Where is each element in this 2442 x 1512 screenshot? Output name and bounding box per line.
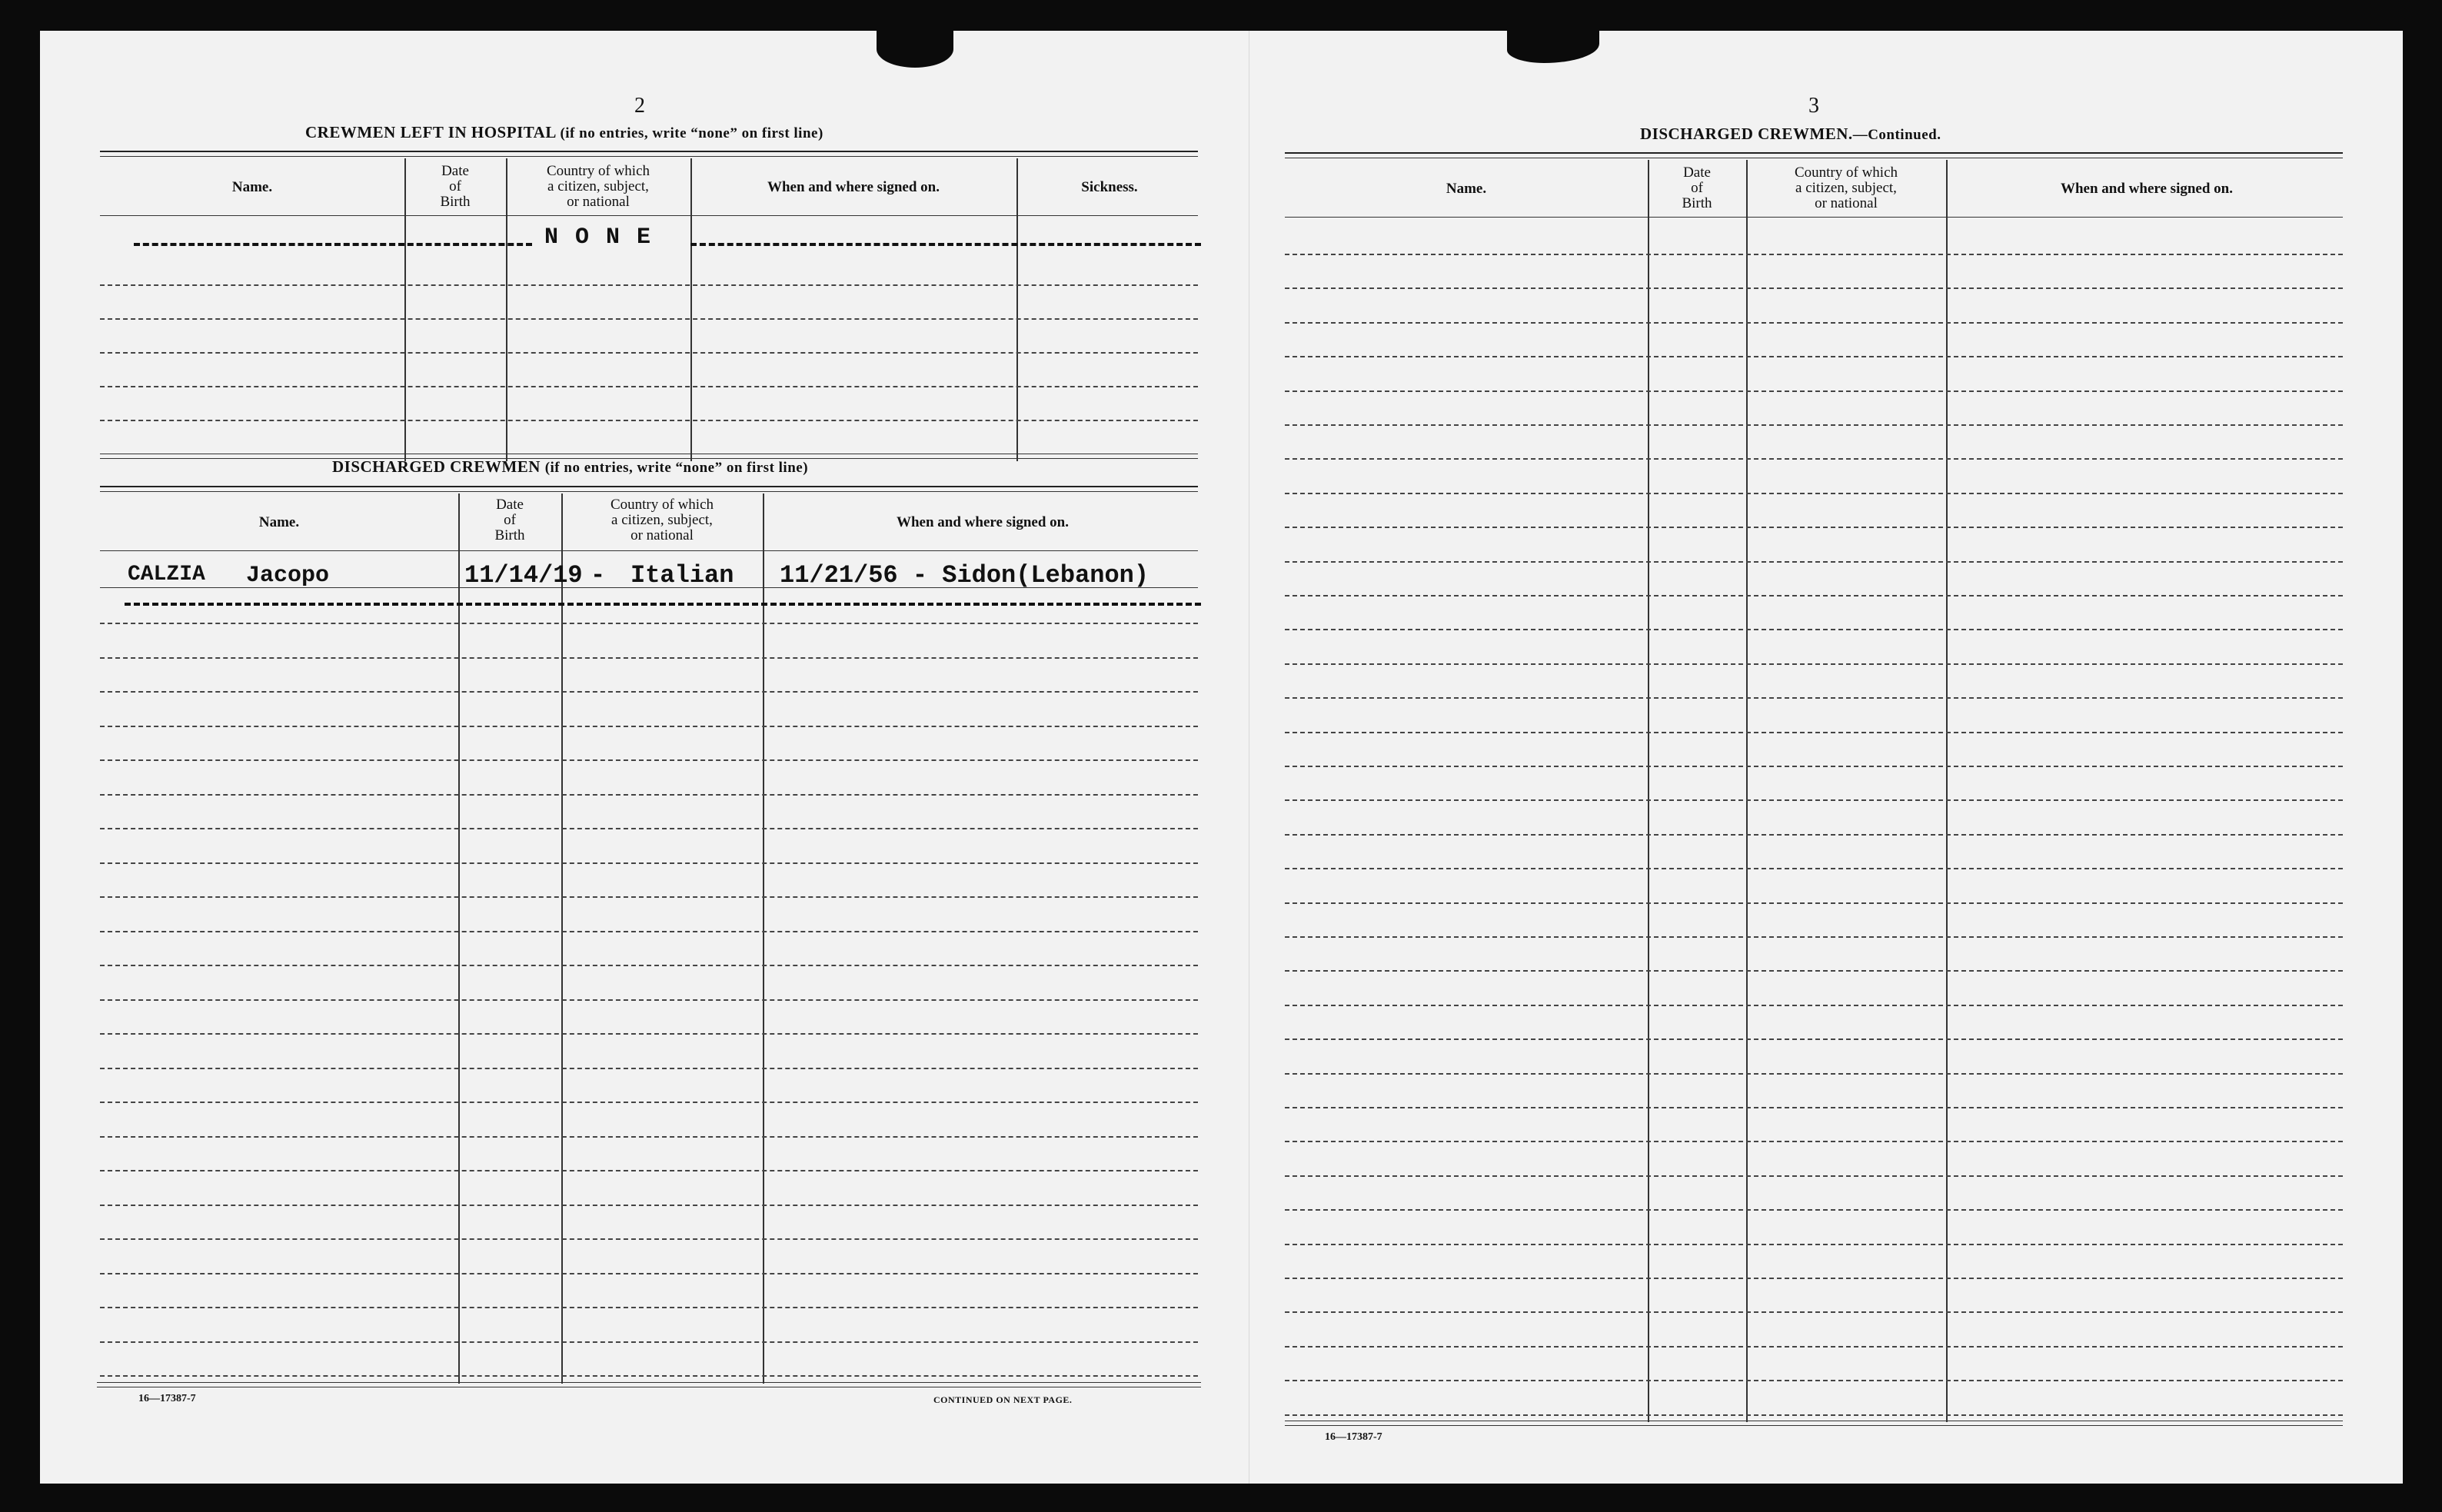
right-line-4	[1285, 356, 2343, 357]
hospital-top-rule-2	[100, 156, 1198, 157]
right-line-8	[1285, 493, 2343, 494]
crewman-nationality: Italian	[630, 561, 734, 590]
discharged-line-15	[100, 1102, 1198, 1103]
right-line-12	[1285, 629, 2343, 630]
discharged-section-title	[332, 457, 808, 477]
discharged-line-2	[100, 657, 1198, 659]
discharged-line-18	[100, 1205, 1198, 1206]
hospital-none-dash-left	[134, 243, 532, 246]
discharged-line-8	[100, 862, 1198, 864]
right-line-19	[1285, 868, 2343, 869]
discharged-top-rule	[100, 486, 1198, 487]
hospital-line-3	[100, 352, 1198, 354]
discharged-entry-dash	[125, 603, 1201, 606]
right-line-10	[1285, 561, 2343, 563]
discharged-line-23	[100, 1375, 1198, 1377]
right-line-23	[1285, 1005, 2343, 1006]
discharged-line-22	[100, 1341, 1198, 1343]
right-line-11	[1285, 595, 2343, 596]
right-col-name: Name.	[1446, 181, 1487, 197]
hospital-col-name: Name.	[231, 179, 273, 195]
right-line-3	[1285, 322, 2343, 324]
right-line-7	[1285, 458, 2343, 460]
discharged-line-6	[100, 794, 1198, 796]
hospital-col-signed: When and where signed on.	[767, 179, 940, 195]
continued-note: CONTINUED ON NEXT PAGE.	[933, 1394, 1073, 1405]
right-line-15	[1285, 732, 2343, 733]
crewman-separator: -	[591, 561, 606, 590]
hospital-col-dob: Date of Birth	[440, 163, 471, 210]
discharged-col-divider-1	[458, 493, 460, 1384]
discharged-col-signed: When and where signed on.	[896, 514, 1069, 530]
discharged-col-country: Country of which a citizen, subject, or national	[610, 497, 714, 543]
discharged-row-1-rule	[100, 587, 1198, 588]
discharged-line-7	[100, 828, 1198, 829]
right-col-country: Country of which a citizen, subject, or national	[1794, 164, 1898, 211]
discharged-line-12	[100, 999, 1198, 1001]
right-line-33	[1285, 1346, 2343, 1348]
right-line-28	[1285, 1175, 2343, 1177]
discharged-line-4	[100, 726, 1198, 727]
right-line-35	[1285, 1414, 2343, 1416]
discharged-line-17	[100, 1170, 1198, 1171]
hospital-line-1	[100, 284, 1198, 286]
discharged-title-text: DISCHARGED CREWMEN	[332, 457, 541, 476]
torn-edge-left	[877, 31, 953, 68]
hospital-col-divider-2	[506, 158, 507, 461]
hospital-line-5	[100, 420, 1198, 421]
hospital-col-divider-1	[404, 158, 406, 461]
left-page	[40, 31, 1249, 1484]
right-line-20	[1285, 902, 2343, 904]
discharged-col-name: Name.	[258, 514, 300, 530]
discharged-bottom-rule	[97, 1382, 1201, 1383]
right-line-25	[1285, 1073, 2343, 1075]
hospital-section-title	[305, 123, 823, 142]
right-title-text: DISCHARGED CREWMEN.	[1640, 125, 1853, 143]
right-line-32	[1285, 1311, 2343, 1313]
hospital-line-2	[100, 318, 1198, 320]
right-title-suffix: —Continued.	[1852, 127, 1941, 143]
crewman-given-name: Jacopo	[246, 563, 330, 589]
discharged-line-11	[100, 965, 1198, 966]
discharged-instruction: (if no entries, write “none” on first line)	[544, 460, 809, 476]
right-line-34	[1285, 1380, 2343, 1381]
discharged-line-16	[100, 1136, 1198, 1138]
right-line-13	[1285, 663, 2343, 665]
hospital-title-text: CREWMEN LEFT IN HOSPITAL	[305, 123, 556, 141]
form-number-right: 16—17387-7	[1325, 1431, 1382, 1443]
discharged-col-divider-3	[763, 493, 764, 1384]
right-line-16	[1285, 766, 2343, 767]
form-number-left: 16—17387-7	[138, 1393, 196, 1404]
right-line-9	[1285, 527, 2343, 528]
discharged-line-14	[100, 1068, 1198, 1069]
discharged-line-5	[100, 759, 1198, 761]
discharged-line-13	[100, 1033, 1198, 1035]
right-line-5	[1285, 390, 2343, 392]
discharged-line-3	[100, 691, 1198, 693]
discharged-line-1	[100, 623, 1198, 624]
discharged-line-19	[100, 1238, 1198, 1240]
right-section-title	[1640, 125, 1941, 144]
hospital-col-country: Country of which a citizen, subject, or national	[546, 163, 650, 210]
right-line-30	[1285, 1244, 2343, 1245]
discharged-top-rule-2	[100, 491, 1198, 492]
right-col-divider-1	[1648, 160, 1649, 1422]
right-col-dob: Date of Birth	[1682, 164, 1712, 211]
crewman-surname: CALZIA	[128, 563, 205, 587]
right-line-6	[1285, 424, 2343, 426]
discharged-header-rule	[100, 550, 1198, 551]
discharged-line-20	[100, 1273, 1198, 1274]
right-line-21	[1285, 936, 2343, 938]
right-col-divider-3	[1946, 160, 1948, 1422]
right-bottom-rule-2	[1285, 1425, 2343, 1426]
hospital-none-entry: N O N E	[544, 224, 653, 251]
page-number-left: 2	[634, 94, 645, 118]
hospital-col-divider-4	[1016, 158, 1018, 461]
right-line-22	[1285, 970, 2343, 972]
right-top-rule	[1285, 152, 2343, 154]
page-number-right: 3	[1808, 94, 1819, 118]
hospital-header-rule	[100, 215, 1198, 216]
right-line-17	[1285, 799, 2343, 801]
hospital-col-sickness: Sickness.	[1081, 179, 1138, 195]
hospital-line-4	[100, 386, 1198, 387]
right-line-18	[1285, 834, 2343, 836]
right-col-divider-2	[1746, 160, 1748, 1422]
crewman-signed-on: 11/21/56 - Sidon(Lebanon)	[780, 561, 1149, 590]
right-line-29	[1285, 1209, 2343, 1211]
hospital-col-divider-3	[690, 158, 692, 461]
right-line-14	[1285, 697, 2343, 699]
discharged-line-9	[100, 896, 1198, 898]
right-page	[1249, 31, 2403, 1484]
crewman-dob: 11/14/19	[464, 561, 583, 590]
discharged-line-10	[100, 931, 1198, 932]
right-line-31	[1285, 1278, 2343, 1279]
right-line-24	[1285, 1038, 2343, 1040]
right-header-rule	[1285, 217, 2343, 218]
right-line-1	[1285, 254, 2343, 255]
hospital-instruction: (if no entries, write “none” on first line)	[560, 125, 823, 141]
right-line-26	[1285, 1107, 2343, 1108]
discharged-col-divider-2	[561, 493, 563, 1384]
hospital-none-dash-right	[690, 243, 1201, 246]
right-line-2	[1285, 287, 2343, 289]
right-line-27	[1285, 1141, 2343, 1142]
hospital-top-rule	[100, 151, 1198, 152]
discharged-line-21	[100, 1307, 1198, 1308]
discharged-col-dob: Date of Birth	[494, 497, 525, 543]
right-col-signed: When and where signed on.	[2060, 181, 2233, 197]
